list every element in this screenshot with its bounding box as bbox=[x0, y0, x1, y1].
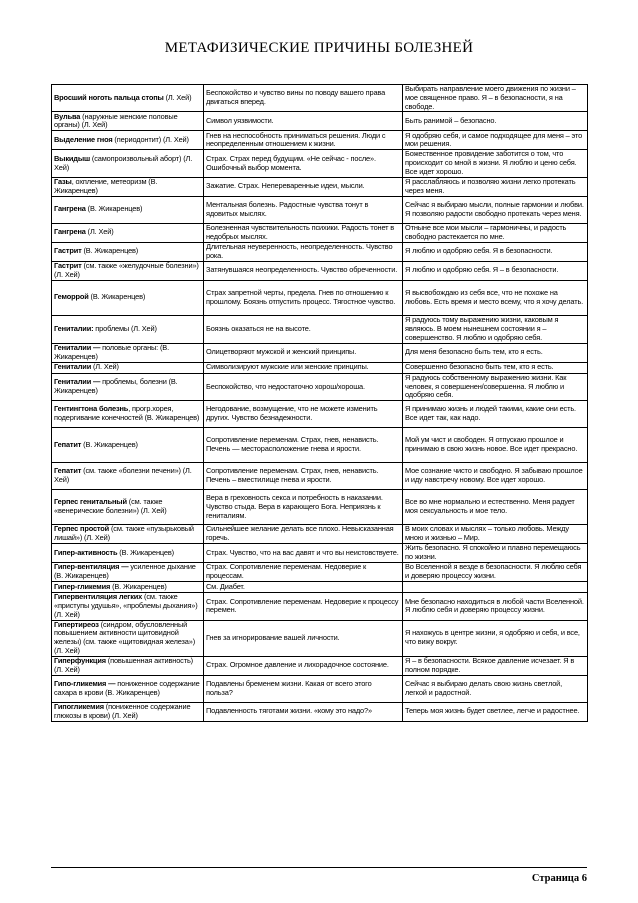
disease-name: Выделение гноя bbox=[54, 134, 113, 144]
footer-divider bbox=[51, 867, 587, 868]
disease-name-cell bbox=[52, 702, 204, 721]
disease-source: проблемы (Л. Хей) bbox=[93, 323, 157, 333]
disease-name-cell bbox=[52, 463, 204, 490]
table-row bbox=[52, 620, 588, 656]
affirmation-cell: Мне безопасно находиться в любой части Вселенной. Я люблю себя и доверяю процессу жизни. bbox=[403, 593, 588, 620]
table-row bbox=[52, 525, 588, 544]
disease-name: Гентингтона болезнь bbox=[54, 404, 129, 414]
disease-name-cell bbox=[52, 150, 204, 177]
probable-cause-cell: Беспокойство и чувство вины по поводу вашего права двигаться вперед. bbox=[204, 85, 403, 112]
disease-source: (В. Жикаренцев) bbox=[88, 292, 146, 302]
disease-name: Гипогликемия bbox=[54, 701, 104, 711]
disease-name: Гастрит bbox=[54, 260, 82, 270]
disease-name-cell bbox=[52, 373, 204, 400]
affirmation-cell: Во Вселенной я везде в безопасности. Я люблю себя и доверяю процессу жизни. bbox=[403, 563, 588, 582]
table-row bbox=[52, 343, 588, 362]
disease-source: (наружные женские половые органы) (Л. Хей) bbox=[54, 111, 178, 130]
probable-cause-cell: Страх. Страх перед будущим. «Не сейчас - после». Ошибочный выбор момента. bbox=[204, 150, 403, 177]
disease-source: (см. также «пузырьковый лишай») (Л. Хей) bbox=[54, 524, 194, 543]
disease-name: Гастрит bbox=[54, 246, 82, 256]
affirmation-cell: Я высвобождаю из себя все, что не похоже на любовь. Есть время и место всему, что я хочу делать. bbox=[403, 280, 588, 315]
disease-name: Гангрена bbox=[54, 227, 86, 237]
disease-name: Гипер-гликемия bbox=[54, 581, 111, 591]
disease-source: (см. также «желудочные болезни») (Л. Хей) bbox=[54, 260, 199, 279]
disease-name: Гениталии — bbox=[54, 342, 101, 352]
affirmation-cell: Я одобряю себя, и самое подходящее для меня – это мои решения. bbox=[403, 131, 588, 150]
table-row bbox=[52, 401, 588, 428]
affirmation-cell: Быть ранимой – безопасно. bbox=[403, 112, 588, 131]
affirmation-cell: Я расслабляюсь и позволяю жизни легко протекать через меня. bbox=[403, 177, 588, 196]
probable-cause-cell: Длительная неуверенность, неопределенность. Чувство рока. bbox=[204, 242, 403, 261]
disease-name: Газы bbox=[54, 176, 72, 186]
affirmation-cell: Я нахожусь в центре жизни, я одобряю и себя, и все, что вижу вокруг. bbox=[403, 620, 588, 656]
table-row bbox=[52, 656, 588, 675]
disease-source: (периодонтит) (Л. Хей) bbox=[112, 134, 189, 144]
affirmation-cell: Мое сознание чисто и свободно. Я забываю прошлое и иду навстречу новому. Все идет хорошо. bbox=[403, 463, 588, 490]
affirmation-cell: Мой ум чист и свободен. Я отпускаю прошлое и принимаю в свою жизнь новое. Все идет прекрасно. bbox=[403, 428, 588, 463]
table-row bbox=[52, 675, 588, 702]
probable-cause-cell: Страх. Чувство, что на вас давят и что вы неистовствуете. bbox=[204, 544, 403, 563]
table-row bbox=[52, 85, 588, 112]
disease-source: (самопроизвольный аборт) (Л. Хей) bbox=[54, 153, 193, 172]
probable-cause-cell: Страх. Сопротивление переменам. Недоверие к процессам. bbox=[204, 563, 403, 582]
affirmation-cell: Божественное провидение заботится о том, что происходит со мной в жизни. Я люблю и ценю себя. Все идет хорошо. bbox=[403, 150, 588, 177]
probable-cause-cell: Сопротивление переменам. Страх, гнев, ненависть. Печень — месторасположение гнева и ярости. bbox=[204, 428, 403, 463]
table-row bbox=[52, 280, 588, 315]
affirmation-cell: Я – в безопасности. Всякое давление исчезает. Я в полном порядке. bbox=[403, 656, 588, 675]
disease-name: Гипер-активность bbox=[54, 547, 118, 557]
affirmation-cell: Теперь моя жизнь будет светлее, легче и радостнее. bbox=[403, 702, 588, 721]
probable-cause-cell: Ментальная болезнь. Радостные чувства тонут в ядовитых мыслях. bbox=[204, 196, 403, 223]
disease-name-cell bbox=[52, 242, 204, 261]
disease-name-cell bbox=[52, 343, 204, 362]
disease-name-cell bbox=[52, 362, 204, 373]
probable-cause-cell: См. Диабет. bbox=[204, 582, 403, 593]
probable-cause-cell: Боязнь оказаться не на высоте. bbox=[204, 315, 403, 343]
disease-source: (см. также «приступы удушья», «проблемы дыхания») (Л. Хей) bbox=[54, 592, 198, 619]
probable-cause-cell: Сопротивление переменам. Страх, гнев, ненависть. Печень – вместилище гнева и ярости. bbox=[204, 463, 403, 490]
probable-cause-cell: Вера в греховность секса и потребность в наказании. Чувство стыда. Вера в карающего Бога. Неприязнь к гениталиям. bbox=[204, 490, 403, 525]
table-row bbox=[52, 112, 588, 131]
disease-name-cell bbox=[52, 525, 204, 544]
disease-name-cell bbox=[52, 315, 204, 343]
disease-name: Гипертиреоз bbox=[54, 619, 99, 629]
disease-name: Гиперфункция bbox=[54, 655, 106, 665]
diseases-table-container bbox=[51, 84, 587, 722]
disease-name-cell bbox=[52, 177, 204, 196]
probable-cause-cell: Болезненная чувствительность психики. Радость тонет в недобрых мыслях. bbox=[204, 223, 403, 242]
disease-name-cell bbox=[52, 112, 204, 131]
disease-source: проблемы, болезни (В. Жикаренцев) bbox=[54, 377, 178, 395]
disease-source: (повышенная активность) (Л. Хей) bbox=[54, 655, 193, 674]
probable-cause-cell: Негодование, возмущение, что не можете изменить других. Чувство безнадежности. bbox=[204, 401, 403, 428]
disease-name-cell bbox=[52, 85, 204, 112]
affirmation-cell: Все во мне нормально и естественно. Меня радует моя сексуальность и мое тело. bbox=[403, 490, 588, 525]
probable-cause-cell: Символизируют мужские или женские принципы. bbox=[204, 362, 403, 373]
disease-name-cell bbox=[52, 223, 204, 242]
table-row bbox=[52, 362, 588, 373]
probable-cause-cell: Олицетворяют мужской и женский принципы. bbox=[204, 343, 403, 362]
disease-name: Вросший ноготь пальца стопы bbox=[54, 92, 164, 102]
probable-cause-cell: Зажатие. Страх. Непереваренные идеи, мысли. bbox=[204, 177, 403, 196]
disease-source: (синдром, обусловленный повышением активности щитовидной железы) (см. также «щитовидная железа») (Л. Хей) bbox=[54, 619, 196, 655]
disease-name-cell bbox=[52, 261, 204, 280]
disease-name: Гениталии — bbox=[54, 377, 101, 387]
affirmation-cell: Жить безопасно. Я спокойно и плавно перемещаюсь по жизни. bbox=[403, 544, 588, 563]
disease-name: Гепатит bbox=[54, 439, 82, 449]
affirmation-cell: Сейчас я выбираю мысли, полные гармонии и любви. Я позволяю радости свободно протекать через меня. bbox=[403, 196, 588, 223]
affirmation-cell: В моих словах и мыслях – только любовь. Между мною и жизнью – Мир. bbox=[403, 525, 588, 544]
disease-name: Гипер-вентиляция — bbox=[54, 562, 129, 572]
table-row bbox=[52, 223, 588, 242]
table-row bbox=[52, 177, 588, 196]
probable-cause-cell: Подавленность тяготами жизни. «кому это надо?» bbox=[204, 702, 403, 721]
disease-source: , охпление, метеоризм (В. Жикаренцев) bbox=[54, 176, 158, 195]
disease-name-cell bbox=[52, 620, 204, 656]
disease-name-cell bbox=[52, 280, 204, 315]
table-row bbox=[52, 315, 588, 343]
probable-cause-cell: Страх запретной черты, предела. Гнев по отношению к прошлому. Боязнь отпустить процесс. Тягостное чувство. bbox=[204, 280, 403, 315]
disease-name-cell bbox=[52, 563, 204, 582]
disease-name: Гепатит bbox=[54, 466, 82, 476]
affirmation-cell: Отныне все мои мысли – гармоничны, и радость свободно растекается по мне. bbox=[403, 223, 588, 242]
affirmation-cell: Выбирать направление моего движения по жизни – мое священное право. Я – в безопасности, я на свободе. bbox=[403, 85, 588, 112]
affirmation-cell bbox=[403, 582, 588, 593]
table-row bbox=[52, 582, 588, 593]
probable-cause-cell: Страх. Огромное давление и лихорадочное состояние. bbox=[204, 656, 403, 675]
probable-cause-cell: Беспокойство, что недостаточно хорош/хороша. bbox=[204, 373, 403, 400]
probable-cause-cell: Гнев за игнорирование вашей личности. bbox=[204, 620, 403, 656]
probable-cause-cell: Затянувшаяся неопределенность. Чувство обреченности. bbox=[204, 261, 403, 280]
table-row bbox=[52, 196, 588, 223]
probable-cause-cell: Страх. Сопротивление переменам. Недоверие к процессу перемен. bbox=[204, 593, 403, 620]
disease-name-cell bbox=[52, 196, 204, 223]
table-row bbox=[52, 544, 588, 563]
disease-name: Герпес генитальный bbox=[54, 497, 127, 507]
disease-source: (см. также «венерические болезни») (Л. Хей) bbox=[54, 497, 167, 516]
affirmation-cell: Для меня безопасно быть тем, кто я есть. bbox=[403, 343, 588, 362]
disease-name-cell bbox=[52, 490, 204, 525]
affirmation-cell: Я люблю и одобряю себя. Я – в безопасности. bbox=[403, 261, 588, 280]
disease-name: Геморрой bbox=[54, 292, 89, 302]
disease-name-cell bbox=[52, 675, 204, 702]
diseases-table bbox=[51, 84, 588, 722]
disease-name-cell bbox=[52, 593, 204, 620]
disease-source: половые органы: (В. Жикаренцев) bbox=[54, 342, 169, 361]
disease-source: пониженное содержание сахара в крови (В. Жикаренцев) bbox=[54, 678, 200, 697]
disease-source: (В. Жикаренцев) bbox=[81, 439, 138, 449]
disease-name-cell bbox=[52, 582, 204, 593]
disease-name: Гениталии: bbox=[54, 323, 94, 333]
disease-name: Вульва bbox=[54, 111, 81, 121]
table-row bbox=[52, 593, 588, 620]
probable-cause-cell: Сильнейшее желание делать все плохо. Невысказанная горечь. bbox=[204, 525, 403, 544]
disease-name: Гениталии bbox=[54, 362, 92, 372]
affirmation-cell: Я радуюсь собственному выражению жизни. Как человек, я совершенен/совершенна. Я люблю и одобряю себя. bbox=[403, 373, 588, 400]
table-row bbox=[52, 131, 588, 150]
probable-cause-cell: Символ уязвимости. bbox=[204, 112, 403, 131]
affirmation-cell: Я люблю и одобряю себя. Я в безопасности. bbox=[403, 242, 588, 261]
affirmation-cell: Совершенно безопасно быть тем, кто я есть. bbox=[403, 362, 588, 373]
disease-source: (Л. Хей) bbox=[163, 92, 192, 102]
table-row bbox=[52, 261, 588, 280]
table-row bbox=[52, 428, 588, 463]
table-row bbox=[52, 373, 588, 400]
table-row bbox=[52, 490, 588, 525]
probable-cause-cell: Гнев на неспособность приниматься решения. Люди с неопределенным отношением к жизни. bbox=[204, 131, 403, 150]
disease-source: усиленное дыхание (В. Жикаренцев) bbox=[54, 562, 196, 581]
affirmation-cell: Я радуюсь тому выражению жизни, каковым я являюсь. В моем нынешнем состоянии я – совершенство. Я люблю и одобряю себя. bbox=[403, 315, 588, 343]
disease-source: (пониженное содержание глюкозы в крови) (Л. Хей) bbox=[54, 701, 191, 720]
disease-source: (см. также «болезни печени») (Л. Хей) bbox=[54, 466, 192, 485]
disease-name-cell bbox=[52, 544, 204, 563]
diseases-table-body bbox=[52, 85, 588, 722]
page-number: Страница 6 bbox=[531, 873, 587, 884]
affirmation-cell: Сейчас я выбираю делать свою жизнь светлой, легкой и радостной. bbox=[403, 675, 588, 702]
disease-source: (В. Жикаренцев) bbox=[117, 547, 174, 557]
disease-name-cell bbox=[52, 656, 204, 675]
probable-cause-cell: Подавлены бременем жизни. Какая от всего этого польза? bbox=[204, 675, 403, 702]
disease-source: , прогр.хорея, подергивание конечностей (В. Жикаренцев) bbox=[54, 404, 200, 423]
disease-name-cell bbox=[52, 131, 204, 150]
disease-source: (В. Жикаренцев) bbox=[85, 204, 143, 214]
table-row bbox=[52, 563, 588, 582]
disease-source: (В. Жикаренцев) bbox=[110, 581, 167, 591]
disease-source: (Л. Хей) bbox=[91, 362, 119, 372]
disease-name-cell bbox=[52, 428, 204, 463]
disease-name: Гипервентиляция легких bbox=[54, 592, 143, 602]
disease-name: Герпес простой bbox=[54, 524, 110, 534]
affirmation-cell: Я принимаю жизнь и людей такими, какие они есть. Все идет так, как надо. bbox=[403, 401, 588, 428]
disease-source: (Л. Хей) bbox=[85, 227, 114, 237]
table-row bbox=[52, 150, 588, 177]
table-row bbox=[52, 242, 588, 261]
disease-name-cell bbox=[52, 401, 204, 428]
table-row bbox=[52, 463, 588, 490]
table-row bbox=[52, 702, 588, 721]
disease-name: Гипо-гликемия — bbox=[54, 678, 116, 688]
page-title: МЕТАФИЗИЧЕСКИЕ ПРИЧИНЫ БОЛЕЗНЕЙ bbox=[164, 40, 474, 56]
disease-name: Выкидыш bbox=[54, 153, 91, 163]
disease-source: (В. Жикаренцев) bbox=[81, 246, 139, 256]
disease-name: Гангрена bbox=[54, 204, 86, 214]
